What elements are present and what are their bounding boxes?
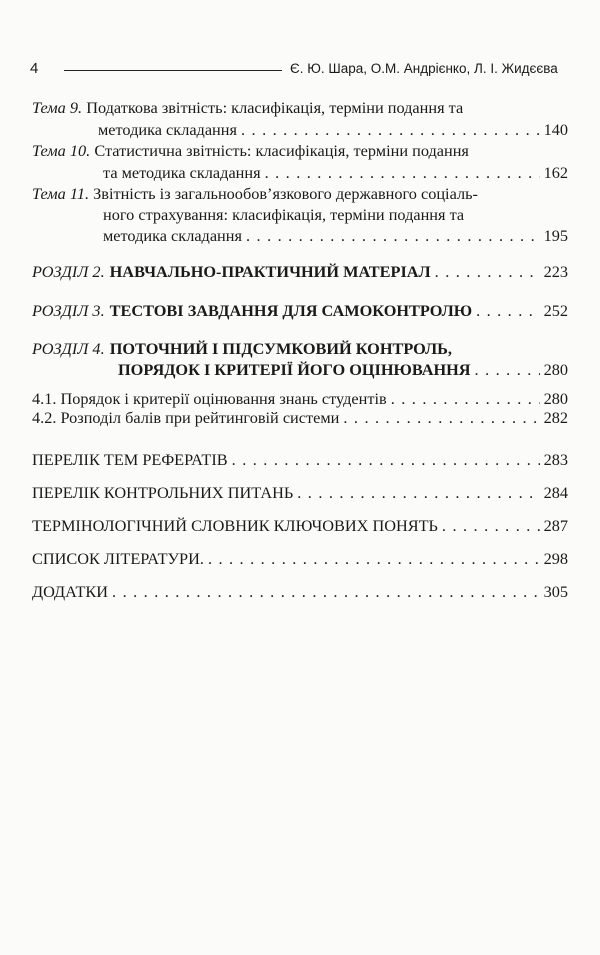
header-rule <box>64 70 282 71</box>
subsection-title: 4.2. Розподіл балів при рейтинговій системи <box>32 408 340 427</box>
page-ref: 305 <box>543 582 568 601</box>
page-ref: 140 <box>543 120 568 139</box>
item-title: ДОДАТКИ <box>32 582 109 601</box>
dot-leader <box>208 549 540 569</box>
theme-title-line: ного страхування: класифікація, терміни подання та <box>103 205 465 224</box>
dot-leader <box>391 389 540 409</box>
toc-line <box>32 339 452 359</box>
section-title: ПОТОЧНИЙ І ПІДСУМКОВИЙ КОНТРОЛЬ, <box>109 339 453 358</box>
theme-label: Тема 10. <box>32 141 91 160</box>
dot-leader <box>232 450 540 470</box>
page-ref: 223 <box>543 262 568 281</box>
toc-entry-appendices[interactable] <box>32 582 568 602</box>
theme-title-line: Статистична звітність: класифікація, терміни подання <box>94 141 469 160</box>
page-ref: 298 <box>543 549 568 568</box>
page-ref: 280 <box>543 360 568 379</box>
page-ref: 283 <box>543 450 568 469</box>
page-number: 4 <box>30 60 39 77</box>
running-header <box>0 60 600 82</box>
section-label: РОЗДІЛ 3. <box>32 301 105 320</box>
dot-leader <box>475 360 540 380</box>
subsection-title: 4.1. Порядок і критерії оцінювання знань студентів <box>32 389 387 408</box>
header-authors: Є. Ю. Шара, О.М. Андрієнко, Л. І. Жидєєва <box>290 61 558 76</box>
page-ref: 287 <box>543 516 568 535</box>
section-title: ТЕСТОВІ ЗАВДАННЯ ДЛЯ САМОКОНТРОЛЮ <box>109 301 473 320</box>
toc-entry-essay-topics[interactable] <box>32 450 568 470</box>
page-ref: 284 <box>543 483 568 502</box>
dot-leader <box>297 483 539 503</box>
toc-line <box>103 163 568 183</box>
dot-leader <box>435 262 540 282</box>
dot-leader <box>241 120 540 140</box>
toc-line <box>98 120 568 140</box>
page-ref: 162 <box>543 163 568 182</box>
section-title: ПОРЯДОК І КРИТЕРІЇ ЙОГО ОЦІНЮВАННЯ <box>118 360 471 379</box>
dot-leader <box>246 226 540 246</box>
section-title: НАВЧАЛЬНО-ПРАКТИЧНИЙ МАТЕРІАЛ <box>109 262 431 281</box>
theme-title-line: методика складання <box>98 120 237 139</box>
item-title: ПЕРЕЛІК КОНТРОЛЬНИХ ПИТАНЬ <box>32 483 294 502</box>
item-title: ПЕРЕЛІК ТЕМ РЕФЕРАТІВ <box>32 450 228 469</box>
dot-leader <box>442 516 540 536</box>
theme-label: Тема 11. <box>32 184 90 203</box>
theme-title-line: Звітність із загальнообов’язкового державного соціаль- <box>93 184 478 203</box>
theme-title-line: та методика складання <box>103 163 261 182</box>
theme-label: Тема 9. <box>32 98 83 117</box>
page-ref: 252 <box>543 301 568 320</box>
toc-line <box>32 98 463 118</box>
section-label: РОЗДІЛ 2. <box>32 262 105 281</box>
page-ref: 195 <box>543 226 568 245</box>
page-ref: 280 <box>543 389 568 408</box>
toc-line <box>32 262 568 282</box>
toc-line <box>32 301 568 321</box>
toc-entry-references[interactable] <box>32 549 568 569</box>
toc-line <box>32 184 478 204</box>
theme-title-line: Податкова звітність: класифікація, терміни подання та <box>86 98 464 117</box>
toc-entry-control-questions[interactable] <box>32 483 568 503</box>
item-title: ТЕРМІНОЛОГІЧНИЙ СЛОВНИК КЛЮЧОВИХ ПОНЯТЬ <box>32 516 438 535</box>
item-title: СПИСОК ЛІТЕРАТУРИ. <box>32 549 204 568</box>
page-ref: 282 <box>543 408 568 427</box>
toc-entry-subsection-4-2[interactable] <box>32 408 568 428</box>
toc-line <box>103 226 568 246</box>
section-label: РОЗДІЛ 4. <box>32 339 105 358</box>
toc-line <box>32 141 469 161</box>
theme-title-line: методика складання <box>103 226 242 245</box>
dot-leader <box>112 582 540 602</box>
toc-entry-glossary[interactable] <box>32 516 568 536</box>
toc-entry-subsection-4-1[interactable] <box>32 389 568 409</box>
dot-leader <box>476 301 540 321</box>
dot-leader <box>265 163 540 183</box>
toc-line <box>118 360 568 380</box>
toc-line <box>103 205 464 225</box>
dot-leader <box>343 408 539 428</box>
